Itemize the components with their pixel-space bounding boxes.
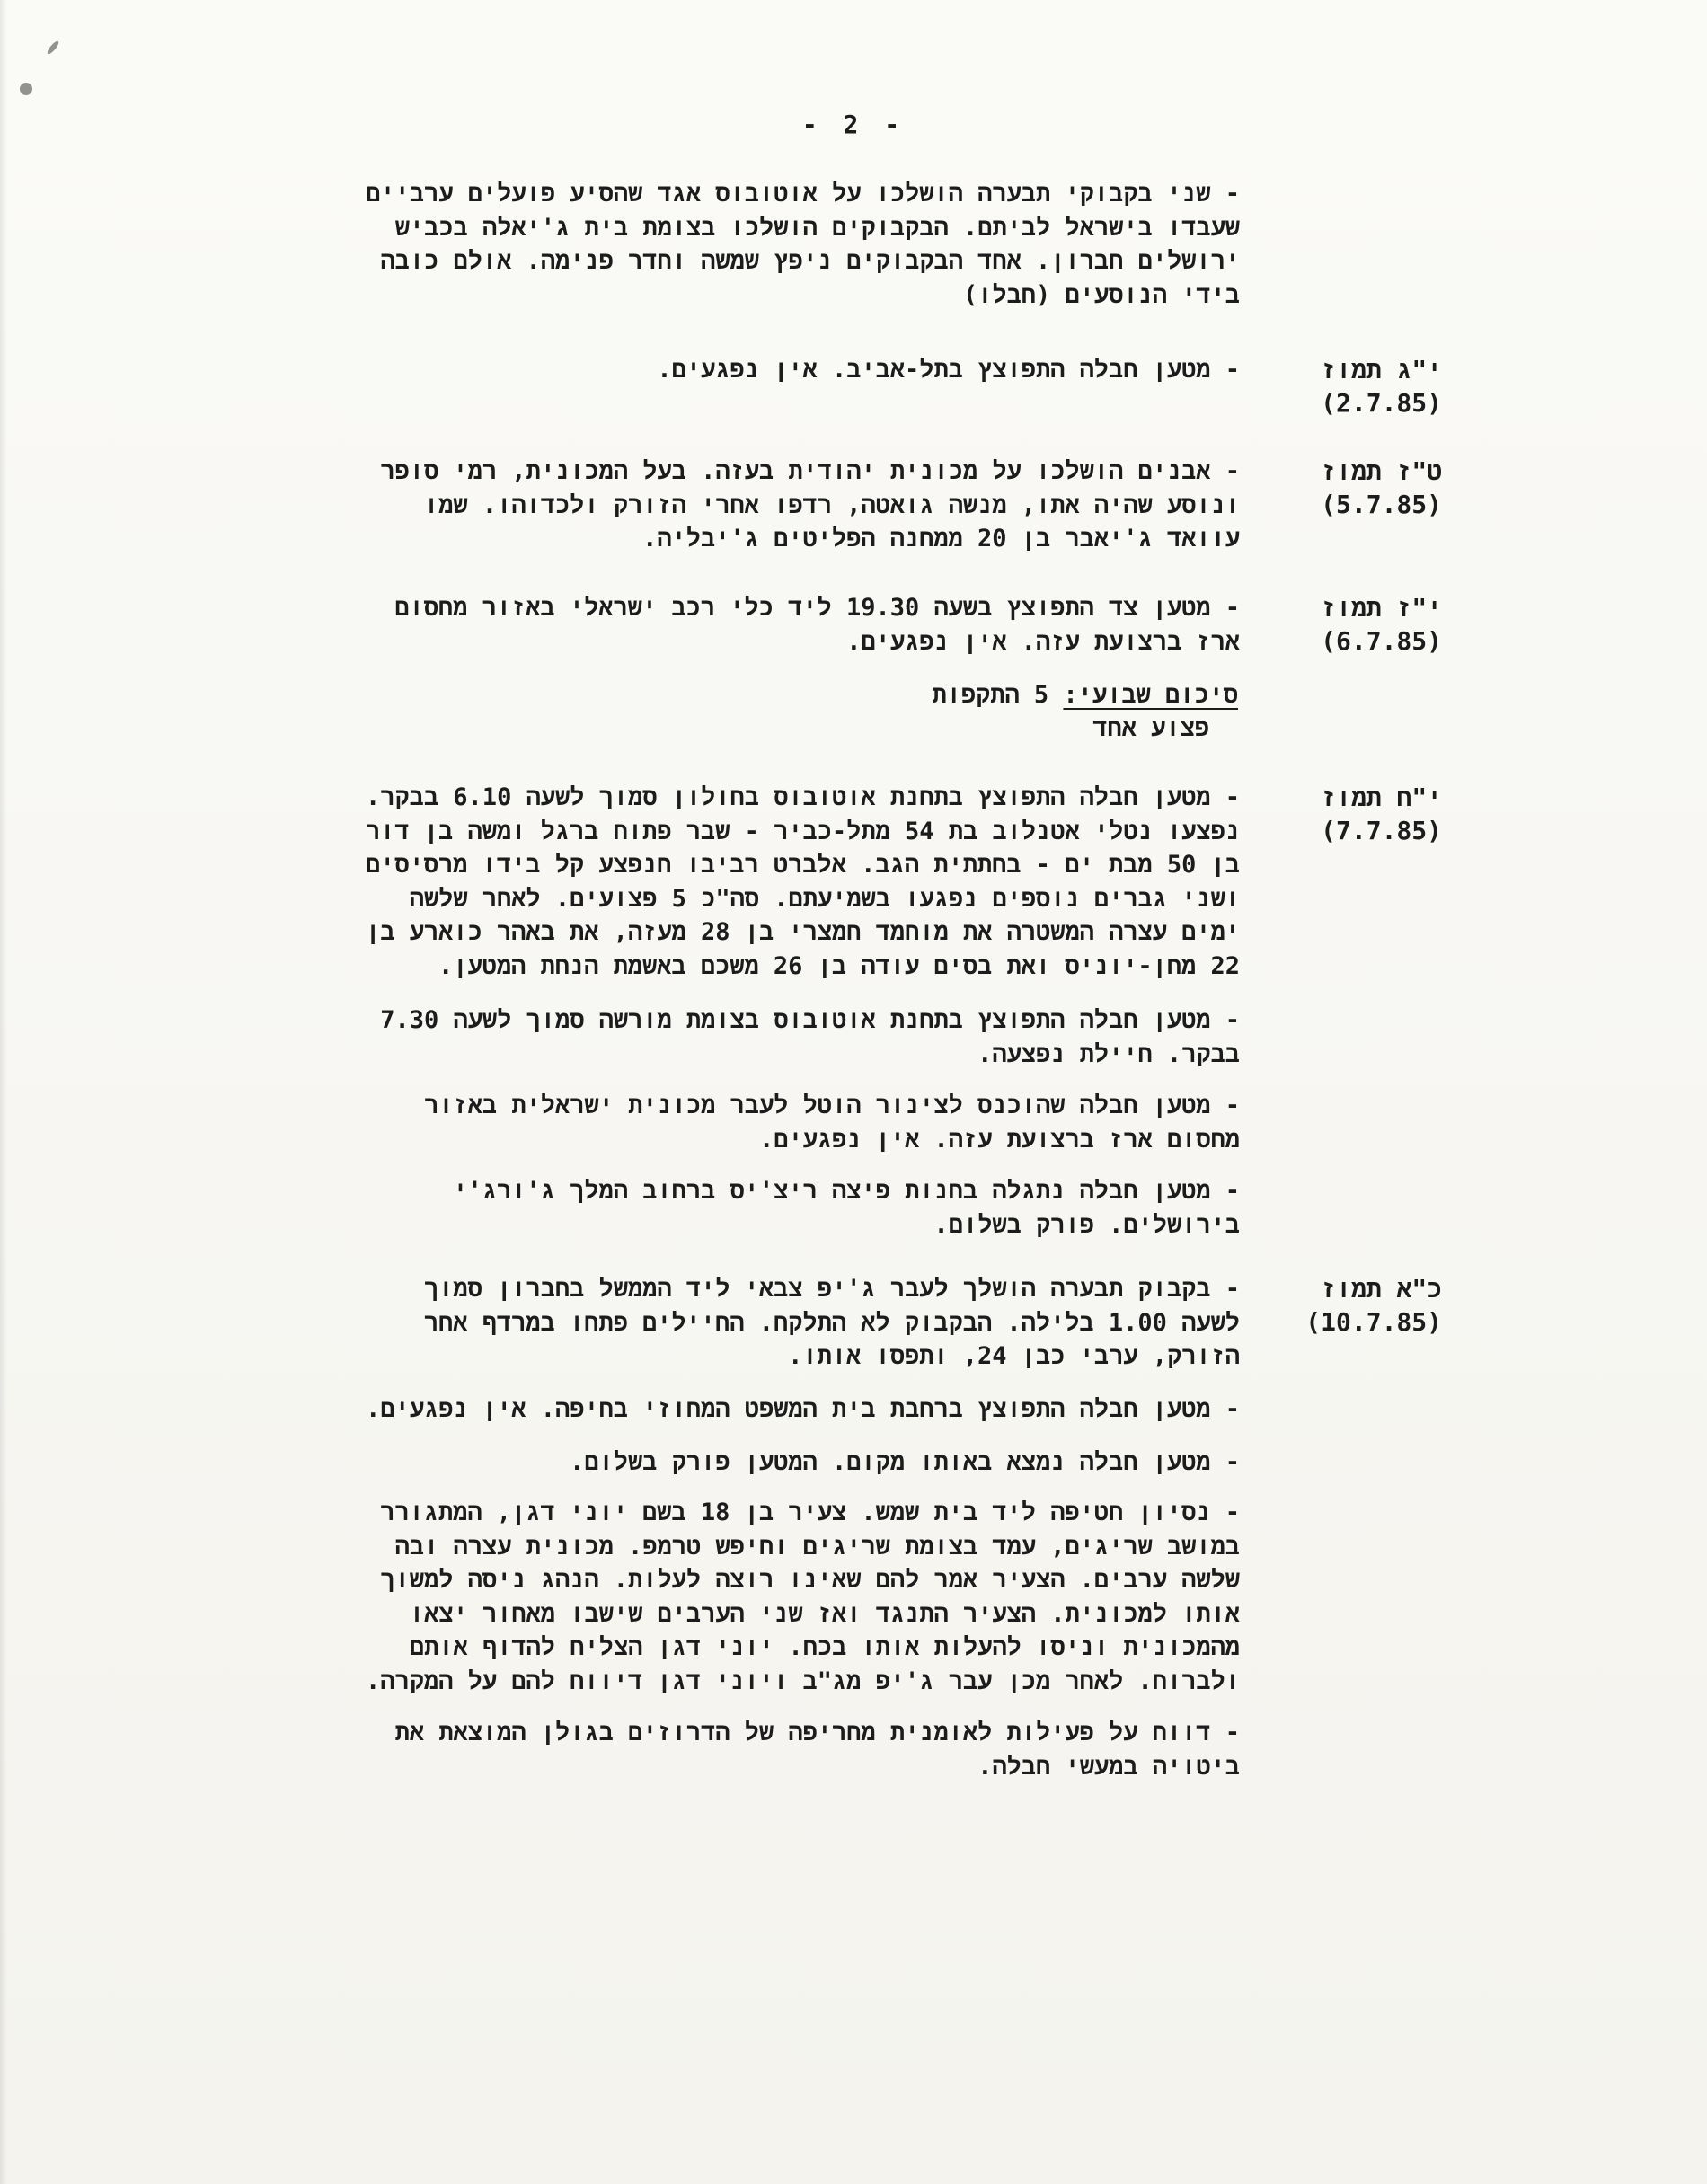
entry-item	[229, 1496, 1240, 1698]
entry-item	[229, 1272, 1240, 1374]
text-line: - מטען חבלה שהוכנס לצינור הוטל לעבר מכונית ישראלית באזור	[424, 1092, 1240, 1119]
text-line: - אבנים הושלכו על מכונית יהודית בעזה. בעל המכונית, רמי סופר	[380, 457, 1240, 485]
entry-item	[229, 591, 1240, 659]
entry-item	[229, 455, 1240, 556]
text-line: הזורק, ערבי כבן 24, ותפסו אותו.	[788, 1342, 1240, 1370]
text-line: - מטען חבלה התפוצץ בתחנת אוטובוס בצומת מורשה סמוך לשעה 7.30	[380, 1006, 1240, 1034]
text-line: ארז ברצועת עזה. אין נפגעים.	[846, 627, 1240, 656]
entry-date	[1294, 1272, 1442, 1339]
page-edge-shadow	[0, 0, 7, 2184]
entry-date	[1294, 781, 1442, 847]
text-line: ימים עצרה המשטרה את מוחמד חמצרי בן 28 מעזה, את באהר כוארע בן	[366, 918, 1240, 946]
date-gregorian: (10.7.85)	[1305, 1307, 1442, 1337]
date-hebrew: י"ח תמוז	[1321, 783, 1442, 812]
entry-date	[1294, 353, 1442, 420]
weekly-summary	[932, 678, 1238, 745]
text-line: ונוסע שהיה אתו, מנשה גואטה, רדפו אחרי הזורק ולכדוהו. שמו	[424, 491, 1240, 519]
text-line: 22 מחן-יוניס ואת בסים עודה בן 26 משכם באשמת הנחת המטען.	[438, 951, 1240, 980]
entry-date	[1294, 455, 1442, 521]
text-line: ביטויה במעשי חבלה.	[977, 1752, 1240, 1781]
summary-injured: פצוע אחד	[1092, 714, 1209, 742]
text-line: בירושלים. פורק בשלום.	[933, 1210, 1240, 1239]
text-line: מחסום ארז ברצועת עזה. אין נפגעים.	[758, 1125, 1240, 1154]
text-line: בידי הנוסעים (חבלו)	[962, 280, 1240, 309]
date-gregorian: (5.7.85)	[1321, 490, 1442, 519]
entry-item	[229, 177, 1240, 312]
text-line: שלשה ערבים. הצעיר אמר להם שאינו רוצה לעלות. הנהג ניסה למשוך	[380, 1566, 1240, 1594]
ink-mark	[46, 40, 60, 56]
text-line: מהמכונית וניסו להעלות אותו בכח. יוני דגן הצליח להדוף אותם	[409, 1633, 1240, 1661]
entry-item	[229, 1089, 1240, 1156]
text-line: ירושלים חברון. אחד הבקבוקים ניפץ שמשה וחדר פנימה. אולם כובה	[380, 247, 1240, 275]
entry-item	[229, 353, 1240, 387]
text-line: במושב שריגים, עמד בצומת שריגים וחיפש טרמפ. מכונית עצרה ובה	[394, 1532, 1240, 1561]
date-hebrew: י"ג תמוז	[1321, 355, 1442, 385]
summary-line-attacks	[932, 678, 1238, 712]
date-gregorian: (6.7.85)	[1321, 626, 1442, 656]
summary-attacks: 5 התקפות	[932, 681, 1049, 709]
text-line: שעבדו בישראל לביתם. הבקבוקים הושלכו בצומת בית ג'יאלה בכביש	[394, 213, 1240, 242]
entry-item	[229, 1004, 1240, 1071]
ink-mark	[20, 83, 32, 95]
entry-item	[229, 781, 1240, 983]
text-line: - דווח על פעילות לאומנית מחריפה של הדרוזים בגולן המוצאת את	[394, 1719, 1240, 1746]
text-line: - בקבוק תבערה הושלך לעבר ג'יפ צבאי ליד הממשל בחברון סמוך	[424, 1275, 1240, 1303]
text-line: - מטען חבלה התפוצץ בתחנת אוטובוס בחולון סמוך לשעה 6.10 בבקר.	[365, 783, 1240, 811]
text-line: ושני גברים נוספים נפגעו בשמיעתם. סה"כ 5 פצועים. לאחר שלשה	[409, 884, 1240, 913]
text-line: - נסיון חטיפה ליד בית שמש. צעיר בן 18 בשם יוני דגן, המתגורר	[380, 1499, 1240, 1526]
text-line: - מטען חבלה נתגלה בחנות פיצה ריצ'יס ברחוב המלך ג'ורג'י	[453, 1177, 1240, 1205]
text-line: אותו למכונית. הצעיר התנגד ואז שני הערבים שישבו מאחור יצאו	[409, 1599, 1240, 1628]
entry-item	[229, 1446, 1240, 1480]
date-hebrew: ט"ז תמוז	[1321, 456, 1442, 486]
entry-date	[1294, 591, 1442, 658]
date-hebrew: כ"א תמוז	[1321, 1274, 1442, 1304]
entry-item	[229, 1174, 1240, 1242]
page-number: - 2 -	[801, 110, 906, 139]
date-gregorian: (2.7.85)	[1321, 388, 1442, 418]
text-line: - שני בקבוקי תבערה הושלכו על אוטובוס אגד שהסיע פועלים ערביים	[366, 180, 1240, 208]
text-line: בן 50 מבת ים - בחתתית הגב. אלברט רביבו חנפצע קל בידו מרסיסים	[365, 851, 1240, 879]
text-line: - מטען חבלה נמצא באותו מקום. המטען פורק בשלום.	[570, 1448, 1240, 1476]
text-line: ולברוח. לאחר מכן עבר ג'יפ מג"ב ויוני דגן דיווח להם על המקרה.	[366, 1667, 1240, 1695]
date-gregorian: (7.7.85)	[1321, 816, 1442, 845]
text-line: - מטען צד התפוצץ בשעה 19.30 ליד כלי רכב ישראלי באזור מחסום	[394, 594, 1240, 622]
text-line: לשעה 1.00 בלילה. הבקבוק לא התלקח. החיילים פתחו במרדף אחר	[423, 1308, 1240, 1337]
entry-item	[229, 1716, 1240, 1783]
text-line: - מטען חבלה התפוצץ ברחבת בית המשפט המחוזי בחיפה. אין נפגעים.	[366, 1395, 1240, 1423]
text-line: נפצעו נטלי אטנלוב בת 54 מתל-כביר - שבר פתוח ברגל ומשה בן דור	[365, 817, 1240, 845]
text-line: - מטען חבלה התפוצץ בתל-אביב. אין נפגעים.	[657, 356, 1240, 384]
date-hebrew: י"ז תמוז	[1321, 593, 1442, 623]
entry-item	[229, 1393, 1240, 1427]
text-line: עוואד ג'יאבר בן 20 ממחנה הפליטים ג'יבליה.	[642, 525, 1240, 553]
summary-label: סיכום שבועי:	[1063, 681, 1238, 709]
summary-line-injured	[932, 712, 1238, 745]
text-line: בבקר. חיילת נפצעה.	[977, 1039, 1240, 1068]
